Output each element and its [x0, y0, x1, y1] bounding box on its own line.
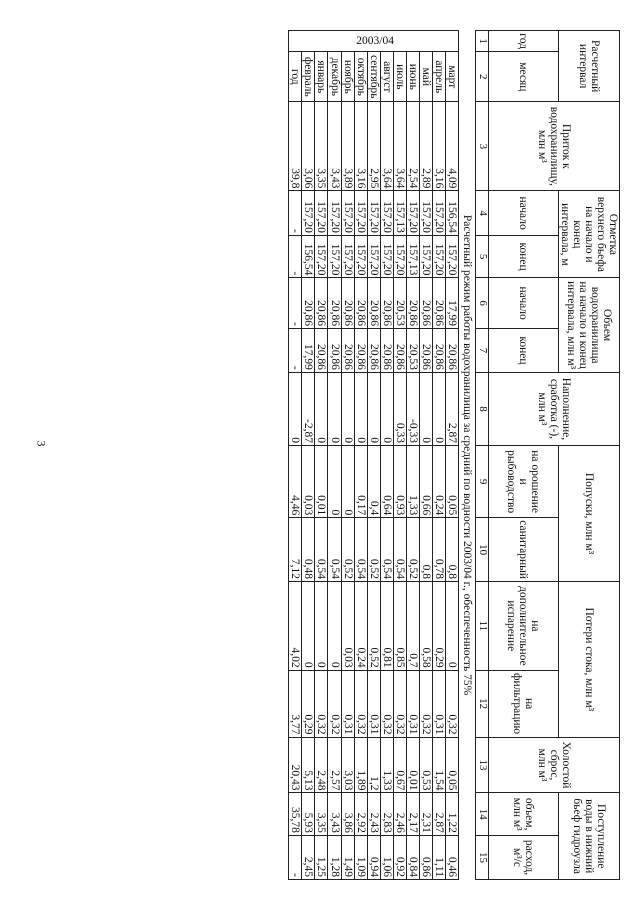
- value-cell: 0: [432, 372, 445, 445]
- month-cell: год: [289, 52, 302, 102]
- month-cell: сентябрь: [367, 52, 380, 102]
- value-cell: 39,8: [289, 102, 302, 191]
- value-cell: 0: [289, 372, 302, 445]
- value-cell: 4,02: [289, 582, 302, 671]
- value-cell: 1,54: [432, 737, 445, 793]
- value-cell: 1,11: [432, 835, 445, 879]
- value-cell: 0,05: [446, 737, 459, 793]
- value-cell: 0,78: [432, 518, 445, 582]
- value-cell: 157,13: [393, 191, 406, 235]
- page-number: 3: [34, 440, 49, 447]
- value-cell: 0,46: [446, 835, 459, 879]
- value-cell: 17,99: [446, 278, 459, 329]
- month-cell: апрель: [432, 52, 445, 102]
- value-cell: 20,86: [328, 278, 341, 329]
- value-cell: 0,29: [432, 582, 445, 671]
- header-losses-filtration: на фильтрацию: [488, 670, 558, 737]
- value-cell: 157,20: [446, 235, 459, 278]
- table-row: [302, 31, 315, 880]
- value-cell: 3,16: [354, 102, 367, 191]
- value-cell: 157,20: [354, 191, 367, 235]
- value-cell: 2,31: [419, 793, 432, 835]
- value-cell: 17,99: [302, 328, 315, 372]
- value-cell: 20,86: [315, 328, 328, 372]
- value-cell: 1,49: [341, 835, 354, 879]
- value-cell: 3,35: [315, 102, 328, 191]
- value-cell: 3,89: [341, 102, 354, 191]
- value-cell: 2,43: [367, 793, 380, 835]
- value-cell: 0,52: [367, 518, 380, 582]
- header-releases: Попуски, млн м³: [558, 445, 619, 581]
- column-index-cell: 10: [476, 518, 489, 582]
- value-cell: 157,20: [328, 191, 341, 235]
- value-cell: 0: [341, 445, 354, 517]
- value-cell: 4,09: [446, 102, 459, 191]
- header-downstream-flow: расход, м³/с: [488, 835, 558, 879]
- value-cell: 20,86: [446, 328, 459, 372]
- value-cell: 20,86: [341, 328, 354, 372]
- value-cell: 157,20: [341, 235, 354, 278]
- table-row: [446, 31, 459, 880]
- value-cell: 157,20: [315, 191, 328, 235]
- value-cell: 20,86: [419, 328, 432, 372]
- value-cell: 3,16: [432, 102, 445, 191]
- value-cell: 156,54: [302, 235, 315, 278]
- value-cell: 1,33: [406, 445, 419, 517]
- value-cell: 0,32: [315, 670, 328, 737]
- table-row: [354, 31, 367, 880]
- value-cell: 0: [367, 372, 380, 445]
- header-month: месяц: [488, 52, 558, 102]
- table-row: [328, 31, 341, 880]
- value-cell: 20,86: [406, 278, 419, 329]
- value-cell: 0,8: [446, 518, 459, 582]
- value-cell: 157,20: [432, 235, 445, 278]
- column-index-cell: 14: [476, 793, 489, 835]
- month-cell: март: [446, 52, 459, 102]
- value-cell: 0,24: [432, 445, 445, 517]
- month-cell: ноябрь: [341, 52, 354, 102]
- value-cell: 0,85: [393, 582, 406, 671]
- month-cell: февраль: [302, 52, 315, 102]
- table-row: [380, 31, 393, 880]
- header-losses-evap: на дополнительное испарение: [488, 582, 558, 671]
- value-cell: -: [289, 835, 302, 879]
- value-cell: 20,86: [354, 328, 367, 372]
- column-index-cell: 8: [476, 372, 489, 445]
- header-level-end: конец: [488, 235, 558, 278]
- header-losses: Потери стока, млн м³: [558, 582, 619, 738]
- table-caption: Расчетный режим работы водохранилища за средний по водности 2003/04 г., обеспеченность 75%: [459, 31, 476, 880]
- value-cell: 0,4: [367, 445, 380, 517]
- table-row: [289, 31, 302, 880]
- value-cell: 156,54: [446, 191, 459, 235]
- value-cell: 20,86: [432, 328, 445, 372]
- table-row: [341, 31, 354, 880]
- value-cell: 2,83: [380, 793, 393, 835]
- value-cell: 157,20: [367, 191, 380, 235]
- value-cell: 0: [315, 372, 328, 445]
- table-row: [432, 31, 445, 880]
- value-cell: 157,20: [354, 235, 367, 278]
- value-cell: 0,8: [419, 518, 432, 582]
- month-cell: май: [419, 52, 432, 102]
- column-index-cell: 11: [476, 582, 489, 671]
- year-cell: [289, 31, 459, 52]
- value-cell: 157,20: [341, 191, 354, 235]
- value-cell: 157,20: [419, 191, 432, 235]
- value-cell: 0,17: [354, 445, 367, 517]
- value-cell: 3,43: [328, 793, 341, 835]
- value-cell: 0,86: [419, 835, 432, 879]
- value-cell: 1,2: [367, 737, 380, 793]
- value-cell: 0,03: [302, 445, 315, 517]
- value-cell: 0,64: [380, 445, 393, 517]
- value-cell: 1,25: [315, 835, 328, 879]
- value-cell: 0,05: [446, 445, 459, 517]
- value-cell: 0,52: [367, 582, 380, 671]
- value-cell: 3,43: [328, 102, 341, 191]
- column-index-cell: 2: [476, 52, 489, 102]
- value-cell: 0,32: [328, 670, 341, 737]
- value-cell: 2,89: [419, 102, 432, 191]
- value-cell: 20,86: [393, 328, 406, 372]
- value-cell: 0,94: [367, 835, 380, 879]
- value-cell: 0: [315, 582, 328, 671]
- value-cell: 20,86: [354, 278, 367, 329]
- header-releases-irrigation: на орошение и рыбоводство: [488, 445, 558, 517]
- value-cell: 20,53: [406, 328, 419, 372]
- header-volume-start: начало: [488, 278, 558, 329]
- value-cell: 20,86: [432, 278, 445, 329]
- header-downstream: Поступление воды в нижний бьеф гидроузла: [558, 793, 619, 880]
- value-cell: 0: [446, 582, 459, 671]
- value-cell: 0,52: [406, 518, 419, 582]
- column-index-cell: 13: [476, 737, 489, 793]
- value-cell: 157,20: [302, 191, 315, 235]
- value-cell: 0,52: [341, 518, 354, 582]
- month-cell: август: [380, 52, 393, 102]
- table-row: [406, 31, 419, 880]
- value-cell: 0: [380, 372, 393, 445]
- value-cell: 2,57: [328, 737, 341, 793]
- value-cell: 0,54: [380, 518, 393, 582]
- month-cell: октябрь: [354, 52, 367, 102]
- value-cell: 0,01: [406, 737, 419, 793]
- column-index-cell: 3: [476, 102, 489, 191]
- value-cell: 0,29: [302, 670, 315, 737]
- column-index-cell: 6: [476, 278, 489, 329]
- header-idle: Холостой сброс, млн м³: [488, 737, 619, 793]
- value-cell: 0,54: [393, 518, 406, 582]
- value-cell: 2,92: [354, 793, 367, 835]
- value-cell: -2,87: [302, 372, 315, 445]
- rotated-table-container: [40, 30, 620, 880]
- column-index-cell: 9: [476, 445, 489, 517]
- value-cell: 3,77: [289, 670, 302, 737]
- month-cell: июль: [393, 52, 406, 102]
- table-row: [419, 31, 432, 880]
- value-cell: 2,48: [315, 737, 328, 793]
- value-cell: -: [289, 235, 302, 278]
- value-cell: 0,67: [393, 737, 406, 793]
- header-volume: Объем водохранилища на начало и конец интервала, млн м³: [558, 278, 619, 373]
- header-downstream-volume: объем, млн м³: [488, 793, 558, 835]
- value-cell: 0,66: [419, 445, 432, 517]
- value-cell: 0,31: [432, 670, 445, 737]
- value-cell: 3,86: [341, 793, 354, 835]
- value-cell: 0,53: [419, 737, 432, 793]
- value-cell: 0,31: [406, 670, 419, 737]
- value-cell: 20,86: [419, 278, 432, 329]
- value-cell: 157,20: [328, 235, 341, 278]
- value-cell: -: [289, 191, 302, 235]
- value-cell: 0,54: [354, 518, 367, 582]
- table-row: [393, 31, 406, 880]
- value-cell: 157,20: [315, 235, 328, 278]
- value-cell: 1,22: [446, 793, 459, 835]
- value-cell: 20,86: [341, 278, 354, 329]
- column-index-cell: 15: [476, 835, 489, 879]
- value-cell: 0,54: [328, 518, 341, 582]
- value-cell: 0,58: [419, 582, 432, 671]
- value-cell: 3,06: [302, 102, 315, 191]
- value-cell: 157,20: [432, 191, 445, 235]
- header-interval: Расчетный интервал: [558, 31, 619, 102]
- value-cell: 2,87: [432, 793, 445, 835]
- value-cell: 0,03: [341, 582, 354, 671]
- value-cell: 1,09: [354, 835, 367, 879]
- header-inflow: Приток к водохранилищу, млн м³: [488, 102, 619, 191]
- value-cell: 0,01: [315, 445, 328, 517]
- column-index-row: [476, 31, 489, 880]
- value-cell: 0,7: [406, 582, 419, 671]
- value-cell: 7,12: [289, 518, 302, 582]
- value-cell: 0,81: [380, 582, 393, 671]
- value-cell: 20,86: [367, 328, 380, 372]
- value-cell: 20,53: [393, 278, 406, 329]
- value-cell: 0: [341, 372, 354, 445]
- value-cell: 0: [328, 372, 341, 445]
- value-cell: 0,32: [393, 670, 406, 737]
- value-cell: 0: [302, 582, 315, 671]
- table-row: [315, 31, 328, 880]
- value-cell: 0,33: [393, 372, 406, 445]
- value-cell: 0,93: [393, 445, 406, 517]
- value-cell: 20,86: [380, 278, 393, 329]
- value-cell: 0: [354, 372, 367, 445]
- value-cell: 2,45: [302, 835, 315, 879]
- column-index-cell: 5: [476, 235, 489, 278]
- value-cell: 4,46: [289, 445, 302, 517]
- value-cell: 0: [328, 582, 341, 671]
- value-cell: 157,20: [380, 235, 393, 278]
- value-cell: 157,20: [380, 191, 393, 235]
- value-cell: 20,43: [289, 737, 302, 793]
- value-cell: 0,32: [419, 670, 432, 737]
- value-cell: 0,32: [380, 670, 393, 737]
- value-cell: 0: [419, 372, 432, 445]
- month-cell: январь: [315, 52, 328, 102]
- column-index-cell: 4: [476, 191, 489, 235]
- value-cell: 35,78: [289, 793, 302, 835]
- value-cell: 2,54: [406, 102, 419, 191]
- value-cell: -: [289, 278, 302, 329]
- value-cell: 157,13: [406, 235, 419, 278]
- month-cell: июнь: [406, 52, 419, 102]
- header-releases-sanitary: санитарный: [488, 518, 558, 582]
- value-cell: 20,86: [302, 278, 315, 329]
- value-cell: 1,89: [354, 737, 367, 793]
- value-cell: 2,46: [393, 793, 406, 835]
- header-fill: Наполнение, сработка (-), млн м³: [488, 372, 619, 445]
- year-label: 2003/04: [356, 35, 395, 48]
- header-level: Отметка верхнего бьефа на начало и конец интервала, м: [558, 191, 619, 278]
- value-cell: 20,86: [315, 278, 328, 329]
- value-cell: 1,28: [328, 835, 341, 879]
- value-cell: 157,20: [406, 191, 419, 235]
- value-cell: 1,33: [380, 737, 393, 793]
- value-cell: 3,64: [393, 102, 406, 191]
- value-cell: 1,06: [380, 835, 393, 879]
- value-cell: 20,86: [328, 328, 341, 372]
- header-volume-end: конец: [488, 328, 558, 372]
- column-index-cell: 7: [476, 328, 489, 372]
- value-cell: 157,20: [419, 235, 432, 278]
- header-level-start: начало: [488, 191, 558, 235]
- value-cell: 3,35: [315, 793, 328, 835]
- value-cell: -: [289, 328, 302, 372]
- value-cell: 3,64: [380, 102, 393, 191]
- reservoir-table: [288, 30, 620, 880]
- value-cell: 0,24: [354, 582, 367, 671]
- value-cell: 0,54: [315, 518, 328, 582]
- value-cell: 5,93: [302, 793, 315, 835]
- column-index-cell: 12: [476, 670, 489, 737]
- value-cell: 2,95: [367, 102, 380, 191]
- value-cell: 0,31: [367, 670, 380, 737]
- value-cell: 0,84: [406, 835, 419, 879]
- value-cell: 0,32: [446, 670, 459, 737]
- value-cell: 3,03: [341, 737, 354, 793]
- value-cell: 5,13: [302, 737, 315, 793]
- header-year: год: [488, 31, 558, 52]
- value-cell: 0,92: [393, 835, 406, 879]
- value-cell: 0,31: [341, 670, 354, 737]
- value-cell: 20,86: [380, 328, 393, 372]
- value-cell: 2,17: [406, 793, 419, 835]
- column-index-cell: 1: [476, 31, 489, 52]
- value-cell: 0: [328, 445, 341, 517]
- value-cell: 0,48: [302, 518, 315, 582]
- value-cell: 157,20: [393, 235, 406, 278]
- table-row: [367, 31, 380, 880]
- value-cell: 157,20: [367, 235, 380, 278]
- value-cell: -0,33: [406, 372, 419, 445]
- value-cell: 20,86: [367, 278, 380, 329]
- value-cell: 0,32: [354, 670, 367, 737]
- value-cell: 2,87: [446, 372, 459, 445]
- month-cell: декабрь: [328, 52, 341, 102]
